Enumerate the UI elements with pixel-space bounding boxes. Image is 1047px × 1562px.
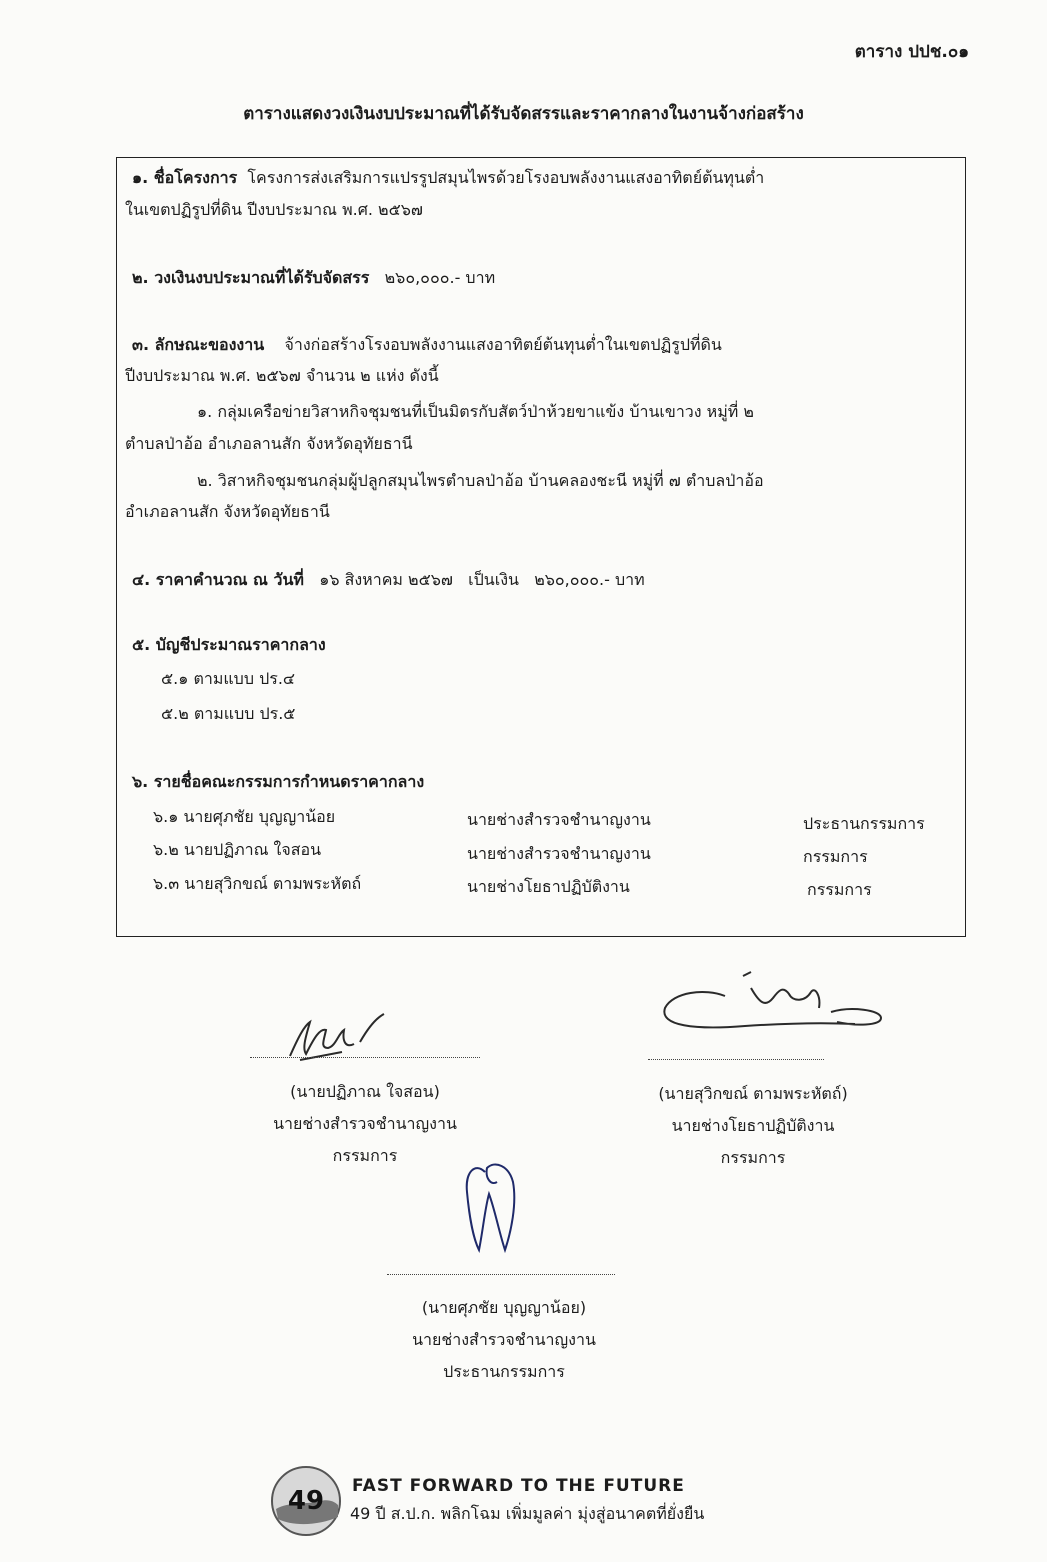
signer-name: (นายปฏิภาณ ใจสอน) bbox=[290, 1082, 440, 1101]
project-name-text-cont: ในเขตปฏิรูปที่ดิน ปีงบประมาณ พ.ศ. ๒๕๖๗ bbox=[125, 200, 423, 219]
signer-role: กรรมการ bbox=[720, 1148, 786, 1167]
calc-price-amount: ๒๖๐,๐๐๐.- บาท bbox=[534, 570, 645, 589]
project-name-text: โครงการส่งเสริมการแปรรูปสมุนไพรด้วยโรงอบพลังงานแสงอาทิตย์ต้นทุนต่ำ bbox=[247, 168, 765, 187]
committee-member-position: นายช่างสำรวจชำนาญงาน bbox=[467, 844, 651, 863]
calc-price-row bbox=[132, 570, 645, 590]
signature-mark bbox=[655, 968, 895, 1040]
footer-subtitle: 49 ปี ส.ป.ก. พลิกโฉม เพิ่มมูลค่า มุ่งสู่อนาคตที่ยั่งยืน bbox=[350, 1504, 705, 1523]
signer-position: นายช่างโยธาปฏิบัติงาน bbox=[671, 1116, 835, 1135]
committee-member-name: ๖.๒ นายปฏิภาณ ใจสอน bbox=[153, 840, 322, 859]
committee-member-role: กรรมการ bbox=[803, 847, 868, 866]
work-item1-line2: ตำบลป่าอ้อ อำเภอลานสัก จังหวัดอุทัยธานี bbox=[125, 434, 413, 453]
alro-logo-icon bbox=[270, 1465, 342, 1537]
committee-member-name: ๖.๑ นายศุภชัย บุญญาน้อย bbox=[153, 807, 336, 826]
work-item1-line1: ๑. กลุ่มเครือข่ายวิสาหกิจชุมชนที่เป็นมิตรกับสัตว์ป่าห้วยขาแข้ง บ้านเขาวง หมู่ที่ ๒ bbox=[197, 402, 754, 421]
budget-amount: ๒๖๐,๐๐๐.- บาท bbox=[384, 268, 496, 287]
signature-line bbox=[648, 1059, 824, 1060]
calc-price-date: ๑๖ สิงหาคม ๒๕๖๗ bbox=[319, 570, 453, 589]
signer-name: (นายศุภชัย บุญญาน้อย) bbox=[421, 1298, 587, 1317]
document-title: ตารางแสดงวงเงินงบประมาณที่ได้รับจัดสรรและราคากลางในงานจ้างก่อสร้าง bbox=[243, 104, 804, 124]
committee-member-name: ๖.๓ นายสุวิกขณ์ ตามพระหัตถ์ bbox=[153, 874, 362, 893]
committee-member-position: นายช่างโยธาปฏิบัติงาน bbox=[467, 877, 630, 896]
price-list-item-2: ๕.๒ ตามแบบ ปร.๕ bbox=[161, 704, 296, 723]
signer-position: นายช่างสำรวจชำนาญงาน bbox=[273, 1114, 457, 1133]
signature-line bbox=[387, 1274, 615, 1275]
project-name-row bbox=[132, 168, 764, 188]
work-type-row bbox=[132, 335, 722, 355]
price-list-label: ๕. บัญชีประมาณราคากลาง bbox=[132, 635, 326, 654]
svg-text:49: 49 bbox=[287, 1486, 325, 1516]
budget-row bbox=[132, 268, 495, 288]
signature-block bbox=[354, 1292, 654, 1388]
signature-block bbox=[603, 1078, 903, 1174]
committee-member-role: กรรมการ bbox=[807, 880, 872, 899]
signer-name: (นายสุวิกขณ์ ตามพระหัตถ์) bbox=[658, 1084, 848, 1103]
calc-price-amount-label: เป็นเงิน bbox=[468, 570, 519, 589]
signature-line bbox=[250, 1057, 480, 1058]
signature-mark bbox=[280, 1008, 400, 1064]
signer-role: ประธานกรรมการ bbox=[443, 1362, 565, 1381]
budget-label: ๒. วงเงินงบประมาณที่ได้รับจัดสรร bbox=[132, 268, 370, 287]
form-code: ตาราง ปปช.๐๑ bbox=[854, 42, 969, 62]
work-item2-line2: อำเภอลานสัก จังหวัดอุทัยธานี bbox=[125, 502, 330, 521]
price-list-item-1: ๕.๑ ตามแบบ ปร.๔ bbox=[161, 669, 296, 688]
signer-role: กรรมการ bbox=[332, 1146, 398, 1165]
content-box bbox=[116, 157, 966, 937]
calc-price-label: ๔. ราคาคำนวณ ณ วันที่ bbox=[132, 570, 304, 589]
signature-mark bbox=[455, 1152, 535, 1258]
committee-member-role: ประธานกรรมการ bbox=[803, 814, 925, 833]
signer-position: นายช่างสำรวจชำนาญงาน bbox=[412, 1330, 596, 1349]
committee-member-position: นายช่างสำรวจชำนาญงาน bbox=[467, 810, 651, 829]
work-type-text: จ้างก่อสร้างโรงอบพลังงานแสงอาทิตย์ต้นทุนต่ำในเขตปฏิรูปที่ดิน bbox=[284, 335, 722, 354]
project-name-label: ๑. ชื่อโครงการ bbox=[132, 168, 238, 187]
work-type-text-cont: ปีงบประมาณ พ.ศ. ๒๕๖๗ จำนวน ๒ แห่ง ดังนี้ bbox=[125, 366, 439, 385]
committee-label: ๖. รายชื่อคณะกรรมการกำหนดราคากลาง bbox=[132, 772, 425, 791]
work-item2-line1: ๒. วิสาหกิจชุมชนกลุ่มผู้ปลูกสมุนไพรตำบลป่าอ้อ บ้านคลองชะนี หมู่ที่ ๗ ตำบลป่าอ้อ bbox=[197, 471, 764, 490]
work-type-label: ๓. ลักษณะของงาน bbox=[132, 335, 265, 354]
footer-slogan: FAST FORWARD TO THE FUTURE bbox=[352, 1476, 685, 1496]
